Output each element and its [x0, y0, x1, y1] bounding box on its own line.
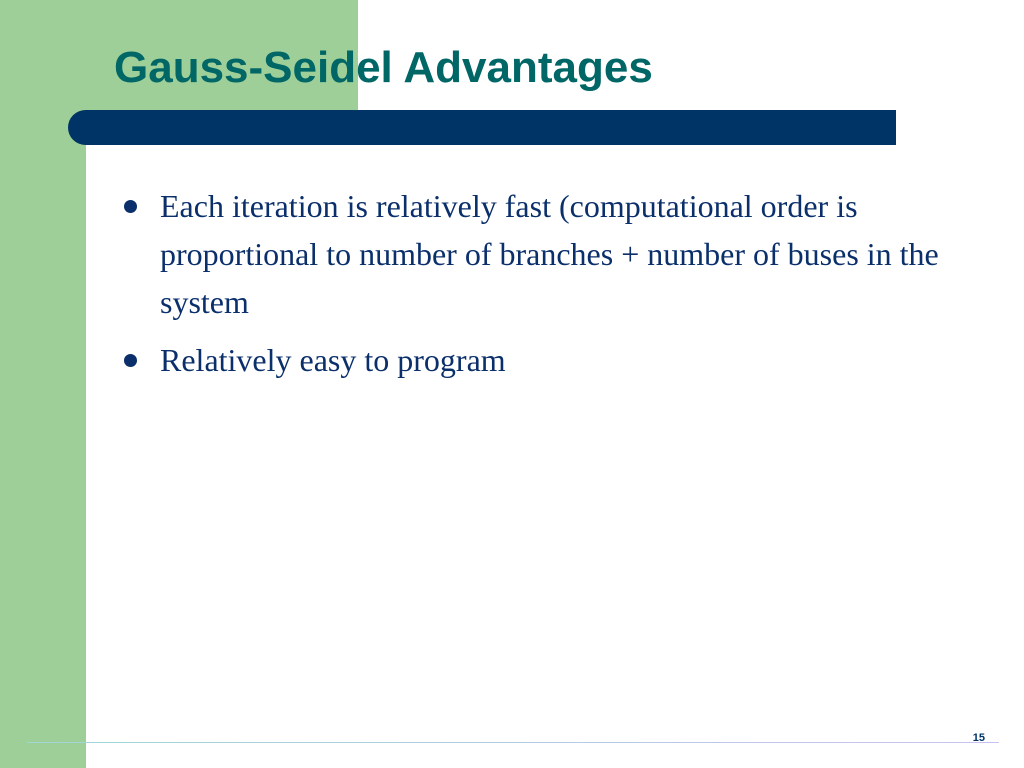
bullet-icon [124, 354, 137, 367]
bullet-item [118, 182, 1003, 326]
bullet-text: Each iteration is relatively fast (computational order is proportional to number of branches + number of buses in the system [160, 188, 939, 320]
slide-title: Gauss-Seidel Advantages [114, 43, 653, 92]
footer-divider [27, 742, 999, 743]
bullet-item [118, 336, 1003, 384]
bullet-icon [124, 200, 137, 213]
page-number: 15 [972, 732, 985, 744]
bullet-list [118, 182, 1003, 394]
bullet-text: Relatively easy to program [160, 342, 506, 378]
title-underline-bar [68, 110, 896, 145]
